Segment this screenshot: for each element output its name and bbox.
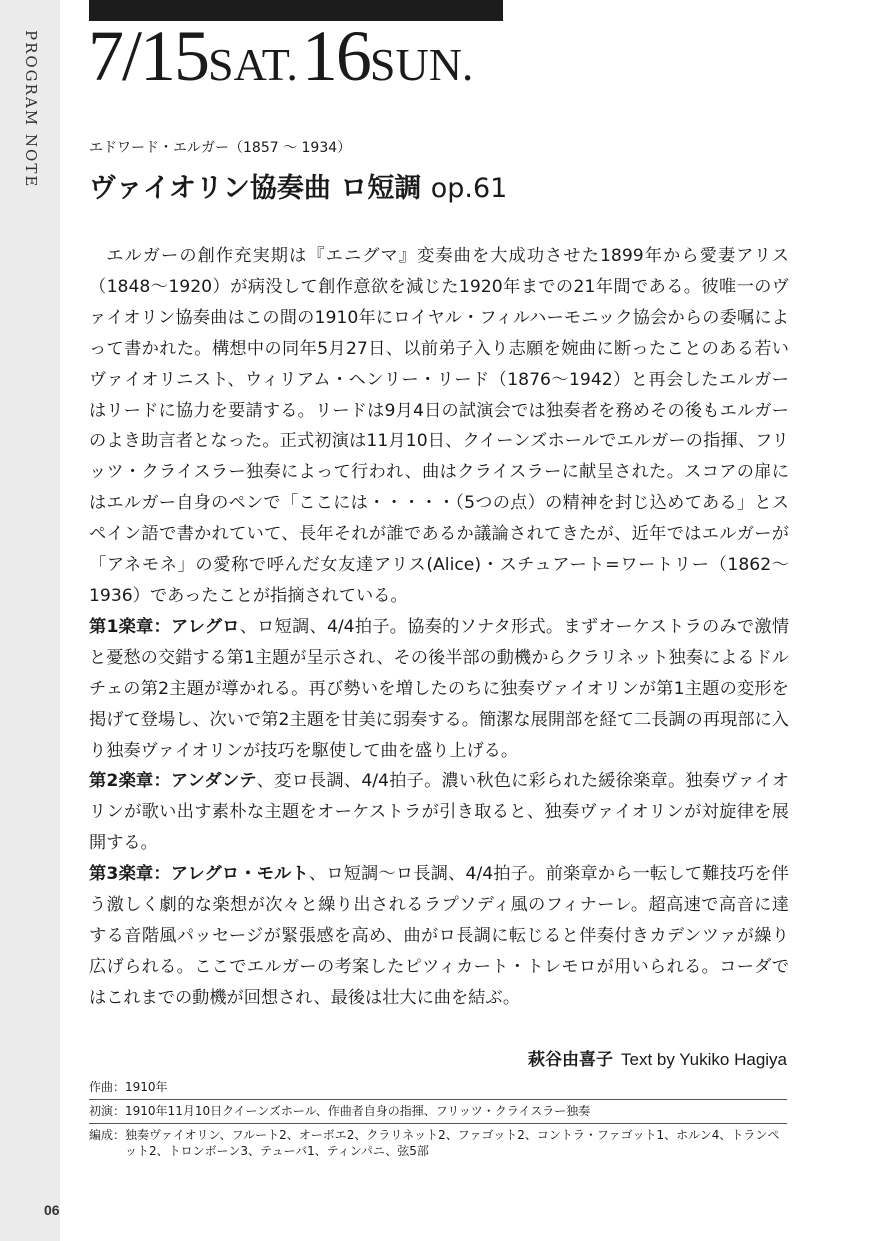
scoring-value: 独奏ヴァイオリン、フルート2、オーボエ2、クラリネット2、ファゴット2、コントラ・ファゴット1、ホルン4、トランペット2、トロンボーン3、テューバ1、ティンパニ、弦5部: [125, 1128, 780, 1158]
info-row-scoring: [89, 1124, 787, 1163]
movement-2-paragraph: [89, 766, 789, 859]
premiere-value: 1910年11月10日クイーンズホール、作曲者自身の指揮、フリッツ・クライスラー独奏: [125, 1104, 591, 1118]
movement-1-heading: 第1楽章：アレグロ: [89, 616, 240, 637]
movement-1-text: 、ロ短調、4/4拍子。協奏的ソナタ形式。まずオーケストラのみで激情と憂愁の交錯する第1主題が呈示され、その後半部の動機からクラリネット独奏によるドルチェの第2主題が導かれる。再び勢いを増したのちに独奏ヴァイオリンが第1主題の変形を掲げて登場し、次いで第2主題を甘美に弱奏する。簡潔な展開部を経て二長調の再現部に入り独奏ヴァイオリンが技巧を駆使して曲を盛り上げる。: [89, 616, 789, 761]
date-first: 7/15: [88, 16, 209, 96]
page-number: 06: [44, 1202, 60, 1218]
program-note-body: [89, 241, 789, 1014]
work-title: [89, 166, 507, 205]
sidebar: [0, 0, 60, 1241]
movement-3-heading: 第3楽章：アレグロ・モルト: [89, 864, 309, 885]
composed-value: 1910年: [125, 1080, 168, 1094]
movement-2-text: 、変ロ長調、4/4拍子。濃い秋色に彩られた緩徐楽章。独奏ヴァイオリンが歌い出す素朴な主題をオーケストラが引き取ると、独奏ヴァイオリンが対旋律を展開する。: [89, 771, 789, 854]
movement-3-paragraph: [89, 859, 789, 1014]
opus-number: op.61: [430, 173, 508, 204]
author-name-jp: 萩谷由喜子: [528, 1050, 613, 1070]
movement-3-text: 、ロ短調～ロ長調、4/4拍子。前楽章から一転して難技巧を伴う激しく劇的な楽想が次々と繰り出されるラプソディ風のフィナーレ。超高速で高音に達する音階風パッセージが緊張感を高め、曲がロ長調に転じると伴奏付きカデンツァが繰り広げられる。ここでエルガーの考案したピツィカート・トレモロが用いられる。コーダではこれまでの動機が回想され、最後は壮大に曲を結ぶ。: [89, 864, 789, 1008]
intro-paragraph: エルガーの創作充実期は『エニグマ』変奏曲を大成功させた1899年から愛妻アリス（1848～1920）が病没して創作意欲を減じた1920年までの21年間である。彼唯一のヴァイオリン協奏曲はこの間の1910年にロイヤル・フィルハーモニック協会からの委嘱によって書かれた。構想中の同年5月27日、以前弟子入り志願を婉曲に断ったことのある若いヴァイオリニスト、ウィリアム・ヘンリー・リード（1876～1942）と再会したエルガーはリードに協力を要請する。リードは9月4日の試演会では独奏者を務めその後もエルガーのよき助言者となった。正式初演は11月10日、クイーンズホールでエルガーの指揮、フリッツ・クライスラー独奏によって行われ、曲はクライスラーに献呈された。スコアの扉にはエルガー自身のペンで「ここには・・・・・（5つの点）の精神を封じ込めてある」とスペイン語で書かれていて、長年それが誰であるか議論されてきたが、近年ではエルガーが「アネモネ」の愛称で呼んだ女友達アリス(Alice)・スチュアート=ワートリー（1862～1936）であったことが指摘されている。: [89, 246, 789, 606]
concert-dates: [88, 16, 474, 96]
work-title-text: ヴァイオリン協奏曲 ロ短調: [89, 173, 422, 204]
info-row-premiere: [89, 1100, 787, 1124]
day-second: SUN.: [369, 39, 474, 90]
scoring-label: 編成：: [89, 1128, 126, 1142]
composer-name: エドワード・エルガー（1857 ～ 1934）: [89, 140, 352, 156]
info-row-composed: [89, 1076, 787, 1100]
work-info: [89, 1076, 787, 1163]
movement-1-paragraph: [89, 612, 789, 767]
author-credit: [528, 1045, 787, 1070]
composed-label: 作曲：: [89, 1080, 126, 1094]
day-first: SAT.: [208, 39, 298, 90]
premiere-label: 初演：: [89, 1104, 126, 1118]
movement-2-heading: 第2楽章：アンダンテ: [89, 771, 257, 792]
author-name-en: Text by Yukiko Hagiya: [621, 1050, 787, 1069]
program-note-label: PROGRAM NOTE: [22, 30, 40, 189]
date-second: 16: [301, 16, 370, 96]
